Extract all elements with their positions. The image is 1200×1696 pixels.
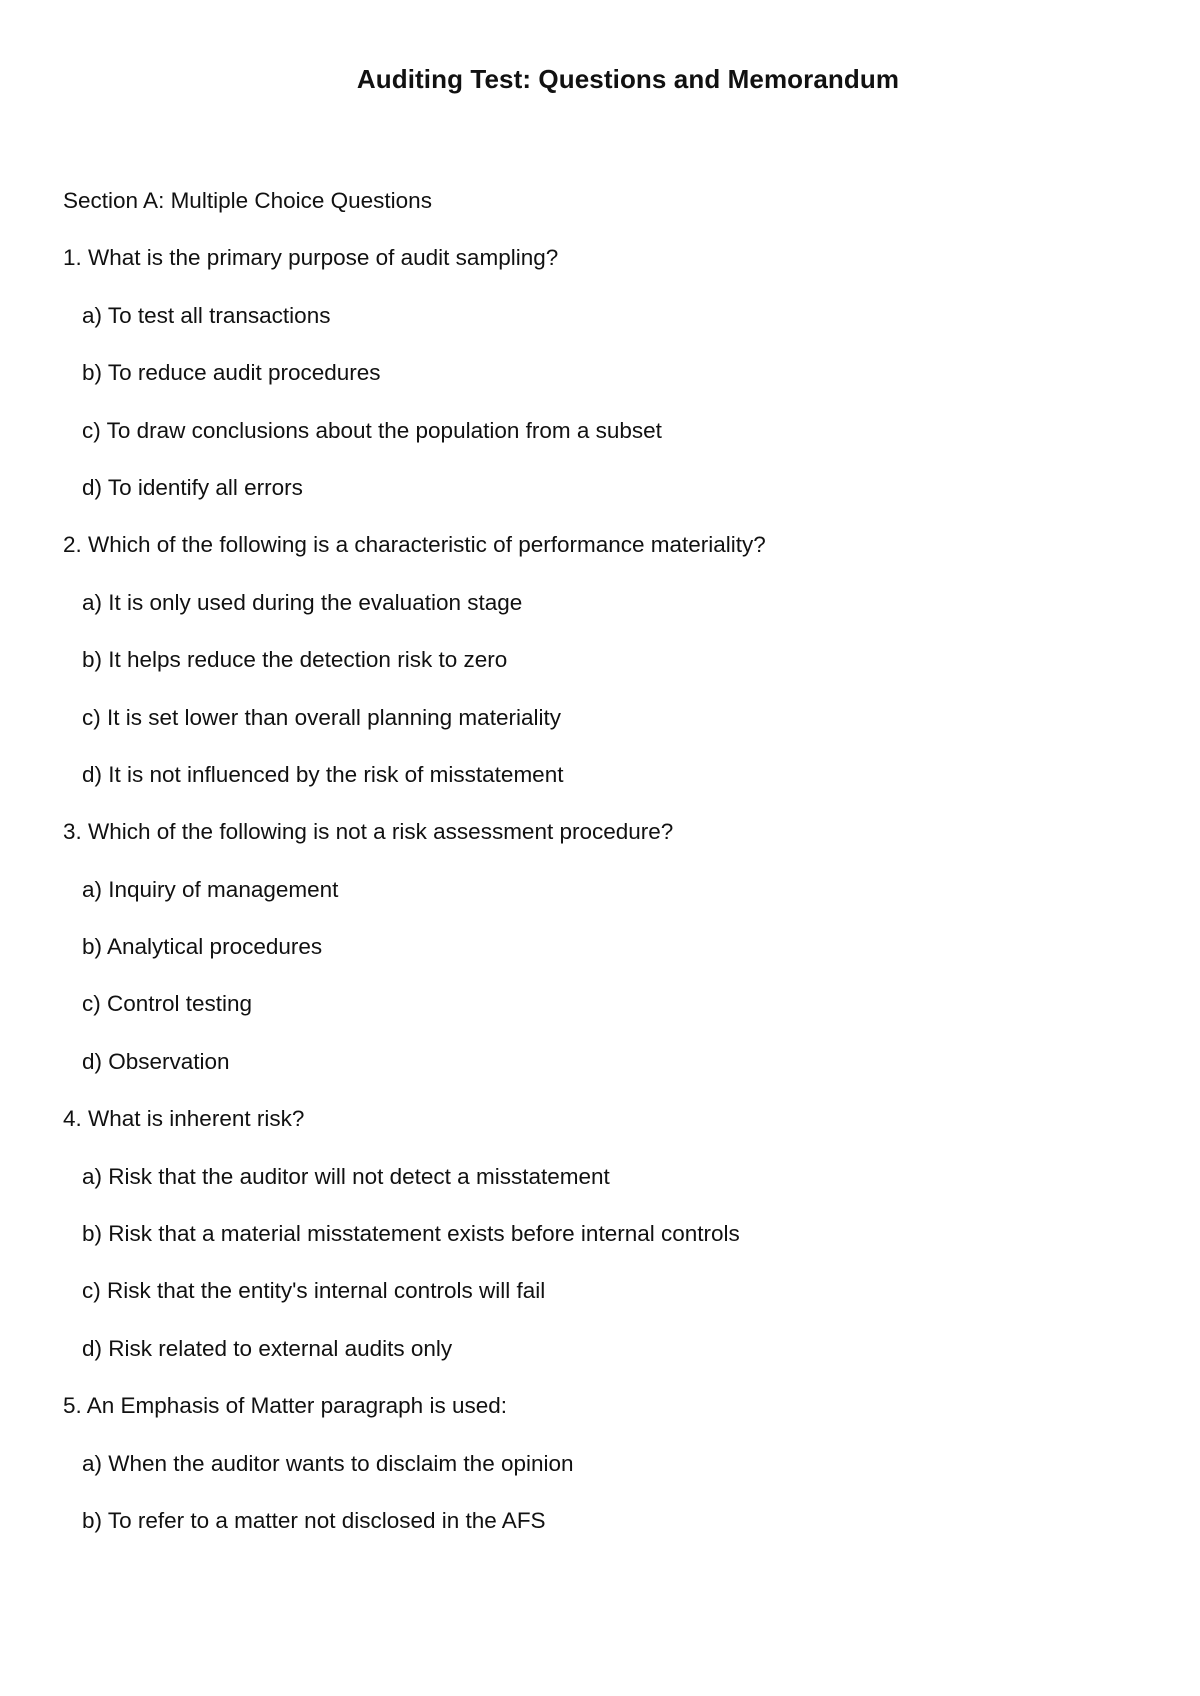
question-3 <box>63 813 1153 1100</box>
option-a: a) To test all transactions <box>82 302 331 328</box>
option-c: c) Control testing <box>82 991 253 1017</box>
option-b: b) To reduce audit procedures <box>82 360 381 386</box>
question-text: 1. What is the primary purpose of audit sampling? <box>63 245 559 271</box>
option-b: b) It helps reduce the detection risk to zero <box>82 647 508 673</box>
option-a: a) When the auditor wants to disclaim the opinion <box>82 1450 574 1476</box>
option-c: c) It is set lower than overall planning materiality <box>82 704 561 730</box>
section-heading: Section A: Multiple Choice Questions <box>63 188 432 213</box>
option-b: b) Analytical procedures <box>82 934 323 960</box>
document-title: Auditing Test: Questions and Memorandum <box>356 64 900 94</box>
question-text: 3. Which of the following is not a risk assessment procedure? <box>63 819 674 845</box>
option-d: d) It is not influenced by the risk of misstatement <box>82 761 564 787</box>
question-text: 5. An Emphasis of Matter paragraph is used: <box>63 1393 507 1419</box>
question-2 <box>63 526 1153 813</box>
question-1 <box>63 239 1153 526</box>
option-d: d) Risk related to external audits only <box>82 1335 453 1361</box>
question-text: 4. What is inherent risk? <box>63 1106 305 1132</box>
question-4 <box>63 1100 1153 1387</box>
option-d: d) To identify all errors <box>82 474 303 500</box>
option-a: a) Inquiry of management <box>82 876 339 902</box>
option-a: a) It is only used during the evaluation stage <box>82 589 523 615</box>
option-d: d) Observation <box>82 1048 230 1074</box>
question-5 <box>63 1387 1153 1559</box>
option-b: b) To refer to a matter not disclosed in the AFS <box>82 1507 546 1533</box>
option-c: c) To draw conclusions about the population from a subset <box>82 417 662 443</box>
option-c: c) Risk that the entity's internal controls will fail <box>82 1278 546 1304</box>
option-a: a) Risk that the auditor will not detect a misstatement <box>82 1163 610 1189</box>
option-b: b) Risk that a material misstatement exists before internal controls <box>82 1221 740 1247</box>
question-text: 2. Which of the following is a characteristic of performance materiality? <box>63 532 766 558</box>
document-body <box>63 182 1153 1559</box>
